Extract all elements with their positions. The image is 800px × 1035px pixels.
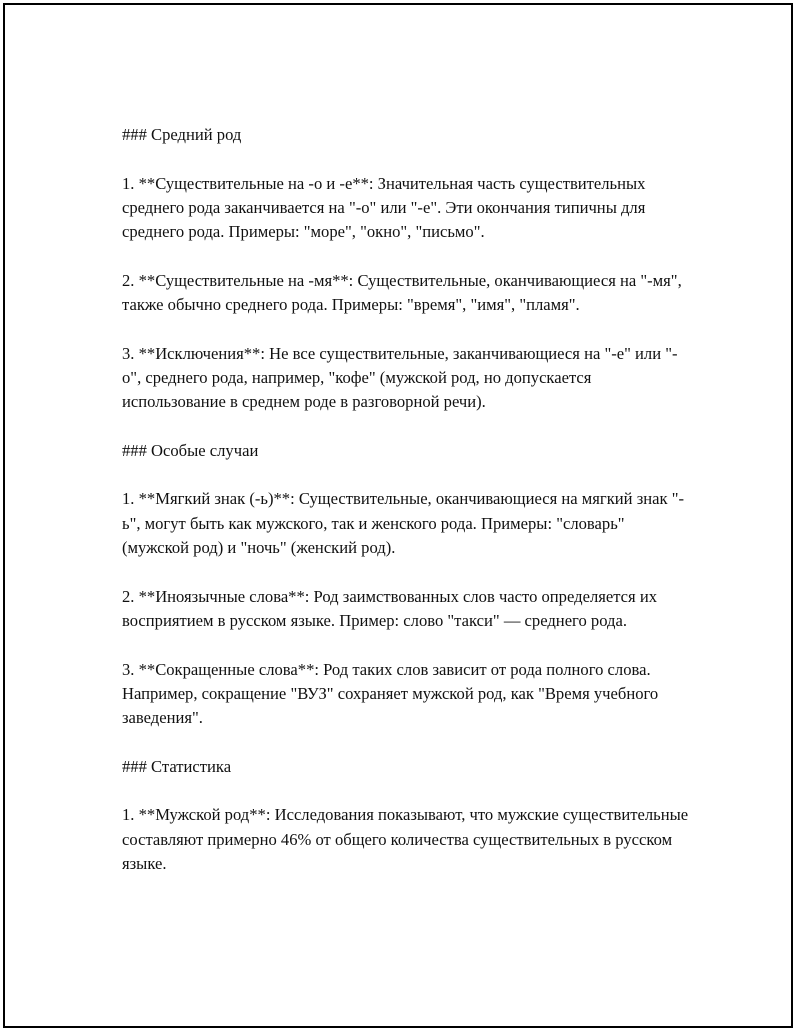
document-page	[3, 3, 793, 1028]
heading-neuter-gender: ### Средний род	[122, 125, 242, 144]
paragraph-neuter-o-e: 1. **Существительные на -о и -е**: Значительная часть существительных среднего рода заканчивается на "-о" или "-е". Эти окончания типичны для среднего рода. Примеры: "море", "окно", "письмо".	[122, 173, 646, 242]
paragraph-masculine-statistics: 1. **Мужской род**: Исследования показывают, что мужские существительные составляют примерно 46% от общего количества существительных в русском языке.	[122, 805, 689, 873]
heading-special-cases: ### Особые случаи	[122, 440, 259, 460]
document-body	[122, 123, 694, 876]
heading-statistics: ### Статистика	[122, 756, 232, 776]
paragraph-neuter-mya: 2. **Существительные на -мя**: Существительные, оканчивающиеся на "-мя", также обычно среднего рода. Примеры: "время", "имя", "пламя".	[122, 270, 682, 315]
paragraph-foreign-words: 2. **Иноязычные слова**: Род заимствованных слов часто определяется их восприятием в русском языке. Пример: слово "такси" — среднего рода.	[122, 586, 657, 630]
paragraph-neuter-exceptions: 3. **Исключения**: Не все существительные, заканчивающиеся на "-е" или "-о", среднего рода, например, "кофе" (мужской род, но допускается использование в среднем роде в разговорной речи).	[122, 343, 678, 412]
paragraph-abbreviations: 3. **Сокращенные слова**: Род таких слов зависит от рода полного слова. Например, сокращение "ВУЗ" сохраняет мужской род, как "Время учебного заведения".	[122, 659, 659, 728]
paragraph-soft-sign: 1. **Мягкий знак (-ь)**: Существительные, оканчивающиеся на мягкий знак "-ь", могут быть как мужского, так и женского рода. Примеры: "словарь" (мужской род) и "ночь" (женский род).	[122, 489, 685, 558]
